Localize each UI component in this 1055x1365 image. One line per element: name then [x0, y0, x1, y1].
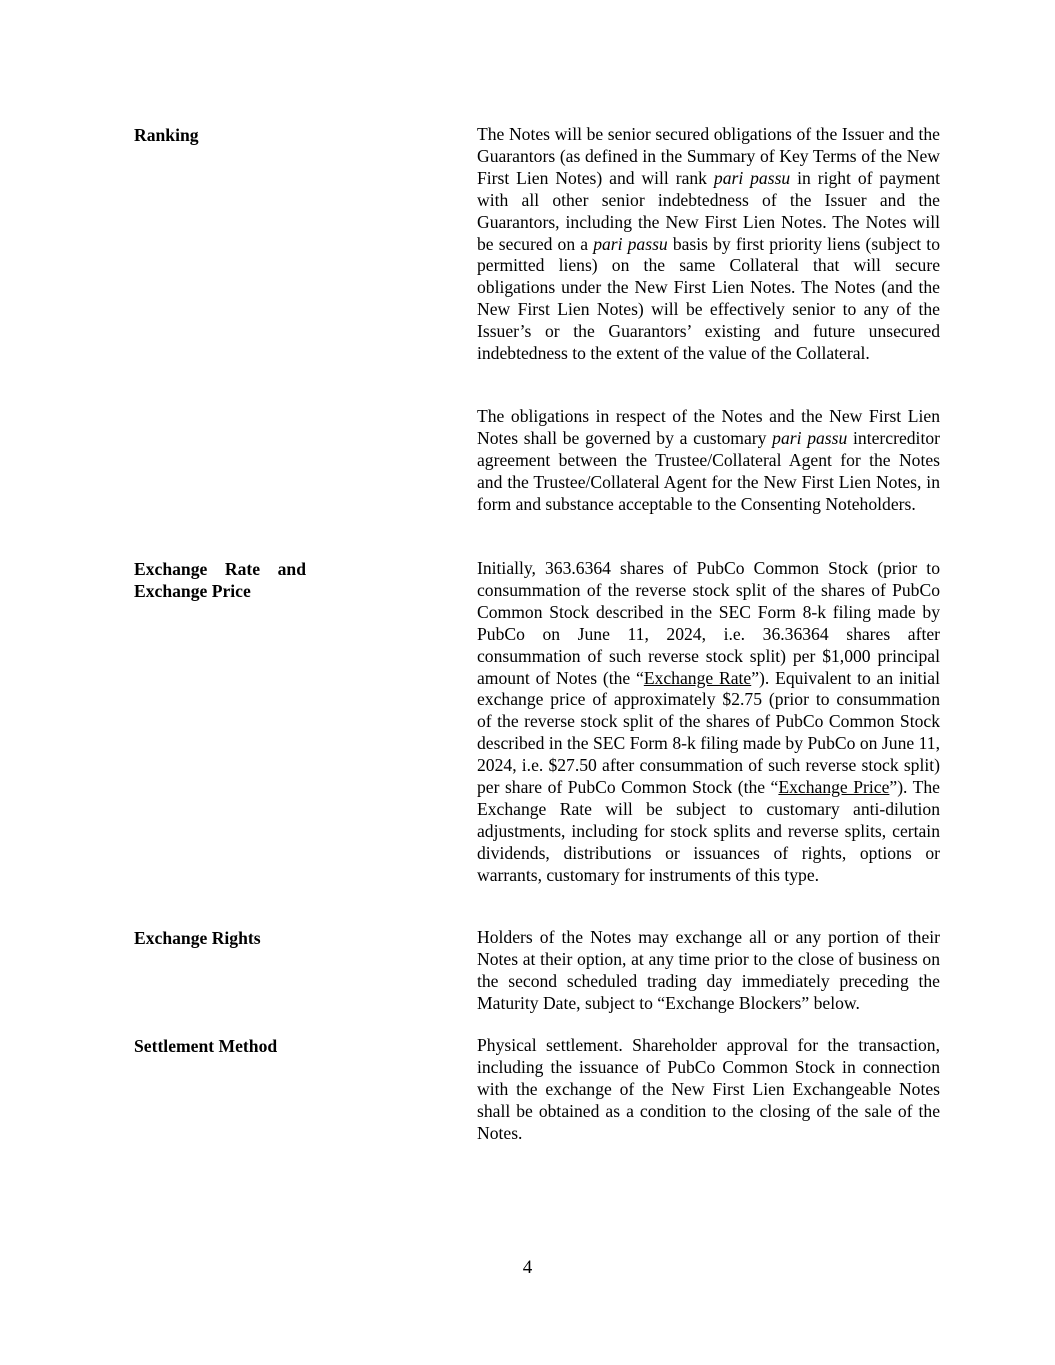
ranking-heading: Ranking: [134, 125, 199, 145]
page-number: 4: [522, 1257, 533, 1278]
exchange-rate-heading-line-2: Exchange Price: [134, 581, 251, 601]
exchange-rate-paragraph: Initially, 363.6364 shares of PubCo Common Stock (prior to consummation of the reverse stock split of the shares of PubCo Common Stock described in the SEC Form 8-k filing made by PubCo on June 11, 2024, i.e. 36.36364 shares after consummation of such reverse stock split) per $1,000 principal amount of Notes (the “Exchange Rate”). Equivalent to an initial exchange price of approximately $2.75 (prior to consummation of the reverse stock split of the shares of PubCo Common Stock described in the SEC Form 8-k filing made by PubCo on June 11, 2024, i.e. $27.50 after consummation of such reverse stock split) per share of PubCo Common Stock (the “Exchange Price”). The Exchange Rate will be subject to customary anti-dilution adjustments, including for stock splits and reverse splits, certain dividends, distributions or issuances of rights, options or warrants, customary for instruments of this type.: [477, 558, 941, 885]
exchange-price-defined-term: Exchange Price: [778, 777, 890, 798]
ranking-paragraph-2: The obligations in respect of the Notes and the New First Lien Notes shall be governed by a customary pari passu intercreditor agreement between the Trustee/Collateral Agent for the Notes and the Trustee/Collateral Agent for the New First Lien Notes, in form and substance acceptable to the Consenting Noteholders.: [477, 406, 940, 514]
settlement-method-paragraph: Physical settlement. Shareholder approval for the transaction, including the issuance of PubCo Common Stock in connection with the exchange of the New First Lien Exchangeable Notes shall be obtained as a condition to the closing of the sale of the Notes.: [477, 1035, 940, 1143]
ranking-paragraph-1: The Notes will be senior secured obligations of the Issuer and the Guarantors (as defined in the Summary of Key Terms of the New First Lien Notes) and will rank pari passu in right of payment with all other senior indebtedness of the Issuer and the Guarantors, including the New First Lien Notes. The Notes will be secured on a pari passu basis by first priority liens (subject to permitted liens) on the same Collateral that will secure obligations under the New First Lien Notes. The Notes (and the New First Lien Notes) will be effectively senior to any of the Issuer’s or the Guarantors’ existing and future unsecured indebtedness to the extent of the value of the Collateral.: [477, 124, 940, 364]
exchange-rights-paragraph: Holders of the Notes may exchange all or any portion of their Notes at their option, at any time prior to the close of business on the second scheduled trading day immediately preceding the Maturity Date, subject to “Exchange Blockers” below.: [477, 927, 940, 1013]
exchange-rate-heading-line-1: Exchange Rate and: [134, 559, 306, 579]
exchange-rights-heading: Exchange Rights: [134, 928, 261, 948]
exchange-rate-heading: [134, 558, 306, 602]
settlement-method-heading: Settlement Method: [134, 1036, 278, 1056]
ranking-italic-term: pari passu: [593, 233, 668, 254]
ranking-italic-term: pari passu: [713, 167, 791, 188]
ranking-italic-term: pari passu: [772, 427, 848, 448]
exchange-rate-defined-term: Exchange Rate: [643, 667, 752, 688]
